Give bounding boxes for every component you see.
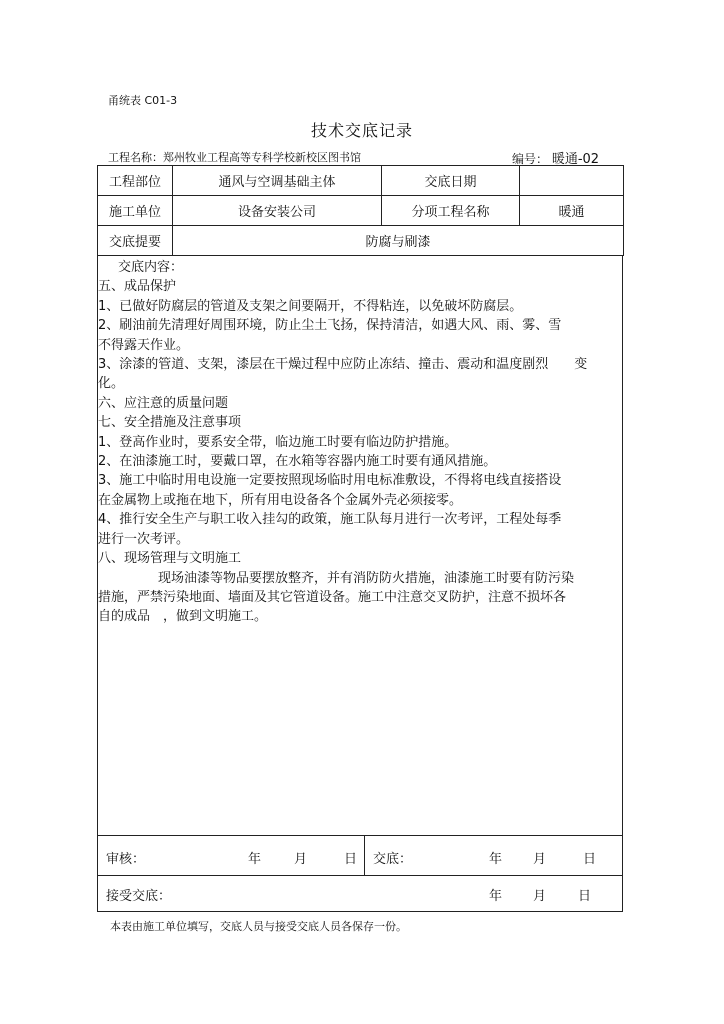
content-line: 措施，严禁污染地面、墙面及其它管道设备。施工中注意交叉防护，注意不损坏各 bbox=[98, 589, 567, 605]
content-line: 化。 bbox=[98, 376, 125, 392]
label-construction-unit: 施工单位 bbox=[98, 196, 173, 226]
receiver-day: 日 bbox=[578, 889, 592, 904]
label-subproject-name: 分项工程名称 bbox=[382, 196, 520, 226]
content-line: 3、涂漆的管道、支架，漆层在干燥过程中应防止冻结、撞击、震动和温度剧烈 变 bbox=[98, 357, 588, 373]
content-line: 自的成品 ，做到文明施工。 bbox=[98, 609, 268, 625]
review-month: 月 bbox=[294, 852, 308, 867]
receiver-month: 月 bbox=[533, 889, 547, 904]
review-label: 审核： bbox=[106, 852, 146, 867]
content-line: 七、安全措施及注意事项 bbox=[98, 415, 242, 431]
content-line: 1、登高作业时，要系安全带，临边施工时要有临边防护措施。 bbox=[98, 434, 458, 450]
content-line: 五、成品保护 bbox=[98, 279, 177, 295]
label-handover-date: 交底日期 bbox=[382, 166, 520, 196]
label-project-part: 工程部位 bbox=[98, 166, 173, 196]
content-line: 2、在油漆施工时，要戴口罩，在水箱等容器内施工时要有通风措施。 bbox=[98, 454, 497, 470]
column-divider bbox=[364, 836, 365, 876]
footer-note: 本表由施工单位填写，交底人员与接受交底人员各保存一份。 bbox=[110, 920, 407, 933]
handover-content bbox=[98, 258, 624, 627]
handover-month: 月 bbox=[533, 852, 547, 867]
number-label: 编号： bbox=[512, 152, 549, 166]
content-line: 进行一次考评。 bbox=[98, 531, 190, 547]
content-line: 4、推行安全生产与职工收入挂勾的政策，施工队每月进行一次考评，工程处每季 bbox=[98, 512, 562, 528]
value-project-part: 通风与空调基础主体 bbox=[173, 166, 382, 196]
content-line: 六、应注意的质量问题 bbox=[98, 395, 229, 411]
receiver-year: 年 bbox=[489, 889, 503, 904]
handover-day: 日 bbox=[583, 852, 597, 867]
info-table bbox=[97, 165, 624, 256]
label-summary: 交底提要 bbox=[98, 226, 173, 256]
info-row-part bbox=[98, 166, 624, 196]
review-year: 年 bbox=[248, 852, 262, 867]
number-value: 暖通-02 bbox=[551, 152, 600, 167]
content-box bbox=[97, 256, 623, 912]
content-line: 不得露天作业。 bbox=[98, 337, 190, 353]
content-line: 2、刷油前先清理好周围环境，防止尘土飞扬，保持清洁，如遇大风、雨、雾、雪 bbox=[98, 318, 562, 334]
review-day: 日 bbox=[344, 852, 358, 867]
content-line: 八、现场管理与文明施工 bbox=[98, 551, 242, 567]
page-title: 技术交底记录 bbox=[310, 121, 413, 140]
value-handover-date bbox=[520, 166, 624, 196]
value-construction-unit: 设备安装公司 bbox=[173, 196, 382, 226]
value-subproject-name: 暖通 bbox=[520, 196, 624, 226]
handover-label: 交底： bbox=[373, 852, 413, 867]
form-code: 甬统表 C01-3 bbox=[108, 94, 178, 107]
value-summary: 防腐与刷漆 bbox=[173, 226, 624, 256]
content-line: 3、施工中临时用电设施一定要按照现场临时用电标准敷设，不得将电线直接搭设 bbox=[98, 473, 562, 489]
receiver-label: 接受交底： bbox=[106, 889, 172, 904]
project-name: 工程名称：郑州牧业工程高等专科学校新校区图书馆 bbox=[108, 151, 361, 164]
handover-year: 年 bbox=[489, 852, 503, 867]
content-line: 在金属物上或拖在地下，所有用电设备各个金属外壳必须接零。 bbox=[98, 492, 463, 508]
signature-row-review bbox=[98, 835, 622, 876]
info-row-unit bbox=[98, 196, 624, 226]
signature-row-receiver bbox=[98, 875, 622, 912]
content-line: 现场油漆等物品要摆放整齐，并有消防防火措施，油漆施工时要有防污染 bbox=[158, 570, 575, 586]
content-line: 交底内容： bbox=[118, 260, 184, 275]
info-row-summary bbox=[98, 226, 624, 256]
content-line: 1、已做好防腐层的管道及支架之间要隔开，不得粘连，以免破坏防腐层。 bbox=[98, 298, 523, 314]
